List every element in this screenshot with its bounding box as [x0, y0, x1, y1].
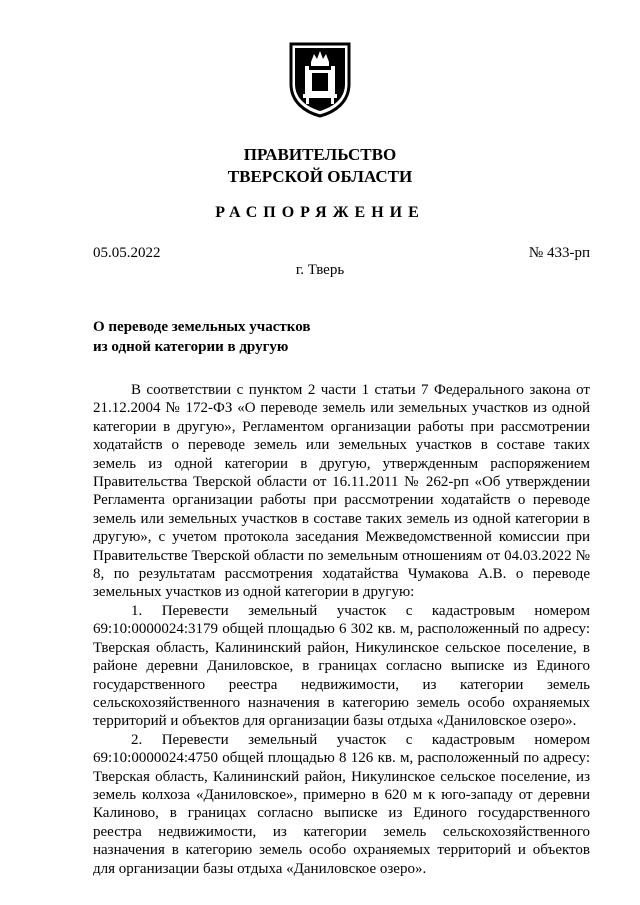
item-2-paragraph: 2. Перевести земельный участок с кадастровым номером 69:10:0000024:4750 общей площадью 8 126 кв. м, расположенный по адресу: Тверская область, Калининский район, Никулинское сельское поселение, из земель колхоза «Даниловское», примерно в 620 м к юго-западу от деревни Калиново, в границах согласно выписке из Единого государственного реестра недвижимости, из категории земель сельскохозяйственного назначения в категорию земель особо охраняемых территорий и объектов для организации базы отдыха «Даниловское озеро». [93, 731, 590, 877]
subject-line1: О переводе земельных участков [93, 319, 311, 335]
intro-paragraph: В соответствии с пунктом 2 части 1 статьи 7 Федерального закона от 21.12.2004 № 172-ФЗ «О переводе земель или земельных участков из одной категории в другую», Регламентом организации работы при рассмотрении ходатайств о переводе земель или земельных участков в составе таких земель из одной категории в другую, утвержденным распоряжением Правительства Тверской области от 16.11.2011 № 262-рп «Об утверждении Регламента организации работы при рассмотрении ходатайств о переводе земель или земельных участков в составе таких земель из одной категории в другую», с учетом протокола заседания Межведомственной комиссии при Правительстве Тверской области по земельным отношениям от 04.03.2022 № 8, по результатам рассмотрения ходатайства Чумакова А.В. о переводе земельных участков из одной категории в другую: [93, 382, 590, 601]
document-city: г. Тверь [295, 262, 345, 278]
subject-line2: из одной категории в другую [93, 339, 289, 355]
document-type-title: РАСПОРЯЖЕНИЕ [215, 204, 425, 221]
document-number: № 433-рп [528, 245, 590, 261]
document-body [93, 381, 590, 878]
document-date: 05.05.2022 [93, 245, 161, 261]
tver-coat-of-arms-icon [287, 40, 353, 118]
item-1-paragraph: 1. Перевести земельный участок с кадастровым номером 69:10:0000024:3179 общей площадью 6 302 кв. м, расположенный по адресу: Тверская область, Калининский район, Никулинское сельское поселение, в районе деревни Даниловское, в границах согласно выписке из Единого государственного реестра недвижимости, из категории земель сельскохозяйственного назначения в категорию земель особо охраняемых территорий и объектов для организации базы отдыха «Даниловское озеро». [93, 602, 590, 730]
document-subject [93, 317, 310, 357]
organization-name-line1: ПРАВИТЕЛЬСТВО [243, 145, 397, 164]
organization-name-line2: ТВЕРСКОЙ ОБЛАСТИ [227, 167, 413, 186]
